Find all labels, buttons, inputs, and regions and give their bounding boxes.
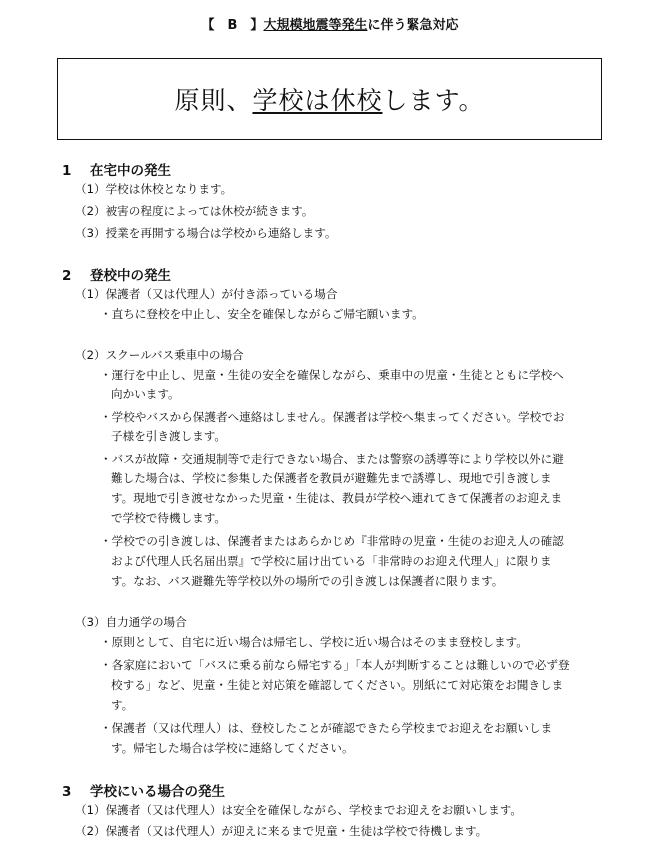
bullet-item: ・直ちに登校を中止し、安全を確保しながらご帰宅願います。 xyxy=(100,307,424,321)
principle-pre: 原則、 xyxy=(174,86,253,115)
principle-emphasis: 学校は休校 xyxy=(252,86,383,115)
header-rest: に伴う緊急対応 xyxy=(367,18,459,33)
section-heading-3 xyxy=(62,780,225,800)
document-header xyxy=(0,14,660,33)
subsection-heading: （3）自力通学の場合 xyxy=(75,615,187,629)
bullet-item: ・運行を中止し、児童・生徒の安全を確保しながら、乗車中の児童・生徒とともに学校へ xyxy=(100,368,564,382)
section-title: 学校にいる場合の発生 xyxy=(90,784,225,800)
section-number: 3 xyxy=(62,784,72,800)
section-number: 2 xyxy=(62,268,72,284)
section-number: 1 xyxy=(62,163,72,179)
principle-statement xyxy=(174,81,484,117)
bullet-continuation: で学校で待機します。 xyxy=(111,511,227,525)
bullet-continuation: 難した場合は、学校に参集した保護者を教員が避難先まで誘導し、現地で引き渡しま xyxy=(111,471,552,485)
bullet-continuation: す。なお、バス避難先等学校以外の場所での引き渡しは保護者に限ります。 xyxy=(111,574,504,588)
header-emphasis: 大規模地震等発生 xyxy=(263,18,368,33)
list-item: （2）被害の程度によっては休校が続きます。 xyxy=(75,204,314,218)
bullet-continuation: 校する」など、児童・生徒と対応策を確認してください。別紙にて対応策をお聞きしま xyxy=(111,678,564,692)
list-item: （1）学校は休校となります。 xyxy=(75,182,233,196)
section-title: 登校中の発生 xyxy=(90,268,171,284)
header-bracket-label: 【 B 】 xyxy=(201,18,264,33)
bullet-continuation: す。 xyxy=(111,698,134,712)
bullet-item: ・原則として、自宅に近い場合は帰宅し、学校に近い場合はそのまま登校します。 xyxy=(100,635,528,649)
bullet-continuation: す。帰宅した場合は学校に連絡してください。 xyxy=(111,741,354,755)
list-item: （1）保護者（又は代理人）は安全を確保しながら、学校までお迎えをお願いします。 xyxy=(75,803,523,817)
bullet-continuation: および代理人氏名届出票』で学校に届け出ている「非常時のお迎え代理人」に限りま xyxy=(111,554,552,568)
bullet-continuation: す。現地で引き渡せなかった児童・生徒は、教員が学校へ連れてきて保護者のお迎えま xyxy=(111,491,563,505)
bullet-item: ・学校での引き渡しは、保護者またはあらかじめ『非常時の児童・生徒のお迎え人の確認 xyxy=(100,534,564,548)
bullet-continuation: 向かいます。 xyxy=(111,387,180,401)
bullet-item: ・バスが故障・交通規制等で走行できない場合、または警察の誘導等により学校以外に避 xyxy=(100,452,564,466)
bullet-item: ・各家庭において「バスに乗る前なら帰宅する」「本人が判断することは難しいので必ず登 xyxy=(100,658,570,672)
section-title: 在宅中の発生 xyxy=(90,163,171,179)
principle-box xyxy=(57,58,602,140)
section-heading-2 xyxy=(62,264,171,284)
bullet-item: ・保護者（又は代理人）は、登校したことが確認できたら学校までお迎えをお願いしま xyxy=(100,721,553,735)
list-item: （3）授業を再開する場合は学校から連絡します。 xyxy=(75,226,337,240)
list-item: （2）保護者（又は代理人）が迎えに来るまで児童・生徒は学校で待機します。 xyxy=(75,824,488,838)
bullet-continuation: 子様を引き渡します。 xyxy=(111,429,227,443)
bullet-item: ・学校やバスから保護者へ連絡はしません。保護者は学校へ集まってください。学校でお xyxy=(100,410,565,424)
principle-post: します。 xyxy=(382,86,485,115)
subsection-heading: （1）保護者（又は代理人）が付き添っている場合 xyxy=(75,287,338,301)
section-heading-1 xyxy=(62,159,171,179)
subsection-heading: （2）スクールバス乗車中の場合 xyxy=(75,348,244,362)
